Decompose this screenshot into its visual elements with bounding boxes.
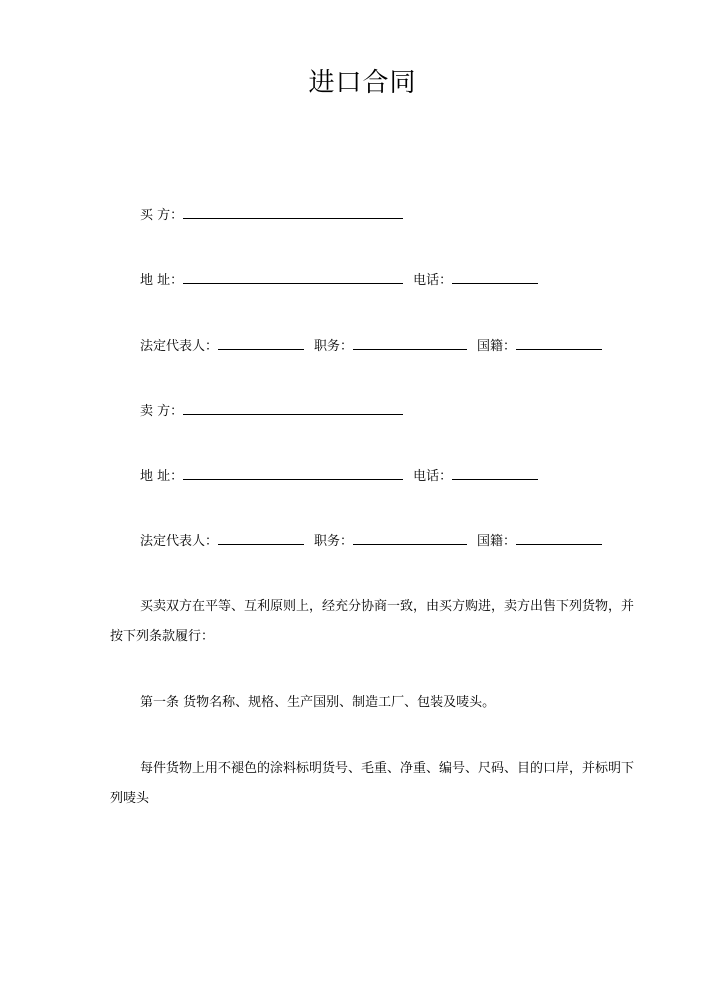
seller-nationality-blank[interactable]	[516, 532, 602, 545]
buyer-phone-blank[interactable]	[452, 271, 538, 284]
buyer-phone-label: 电话：	[413, 273, 453, 288]
seller-name-blank[interactable]	[183, 402, 403, 415]
seller-name-label: 卖 方：	[140, 404, 184, 419]
intro-paragraph: 买卖双方在平等、互利原则上，经充分协商一致，由买方购进，卖方出售下列货物，并按下列条款履行：	[110, 599, 635, 644]
buyer-address-blank[interactable]	[183, 271, 403, 284]
buyer-position-blank[interactable]	[353, 337, 467, 350]
buyer-address-label: 地 址：	[140, 273, 184, 288]
seller-rep-line	[140, 532, 602, 550]
seller-nationality-label: 国籍：	[477, 534, 517, 549]
buyer-position-label: 职务：	[314, 339, 354, 354]
buyer-nationality-blank[interactable]	[516, 337, 602, 350]
marking-paragraph: 每件货物上用不褪色的涂料标明货号、毛重、净重、编号、尺码、目的口岸，并标明下列唛头	[110, 761, 635, 806]
buyer-rep-blank[interactable]	[218, 337, 304, 350]
buyer-nationality-label: 国籍：	[477, 339, 517, 354]
buyer-rep-label: 法定代表人：	[140, 339, 219, 354]
seller-rep-label: 法定代表人：	[140, 534, 219, 549]
buyer-address-line	[140, 271, 538, 289]
seller-name-line	[140, 402, 403, 420]
buyer-name-line	[140, 206, 403, 224]
article-1-heading: 第一条 货物名称、规格、生产国别、制造工厂、包装及唛头。	[140, 695, 496, 710]
seller-address-line	[140, 467, 538, 485]
buyer-rep-line	[140, 337, 602, 355]
seller-phone-blank[interactable]	[452, 467, 538, 480]
seller-address-blank[interactable]	[183, 467, 403, 480]
buyer-name-label: 买 方：	[140, 208, 184, 223]
buyer-name-blank[interactable]	[183, 206, 403, 219]
seller-position-blank[interactable]	[353, 532, 467, 545]
seller-position-label: 职务：	[314, 534, 354, 549]
seller-rep-blank[interactable]	[218, 532, 304, 545]
seller-phone-label: 电话：	[413, 469, 453, 484]
seller-address-label: 地 址：	[140, 469, 184, 484]
document-title: 进口合同	[308, 68, 417, 98]
